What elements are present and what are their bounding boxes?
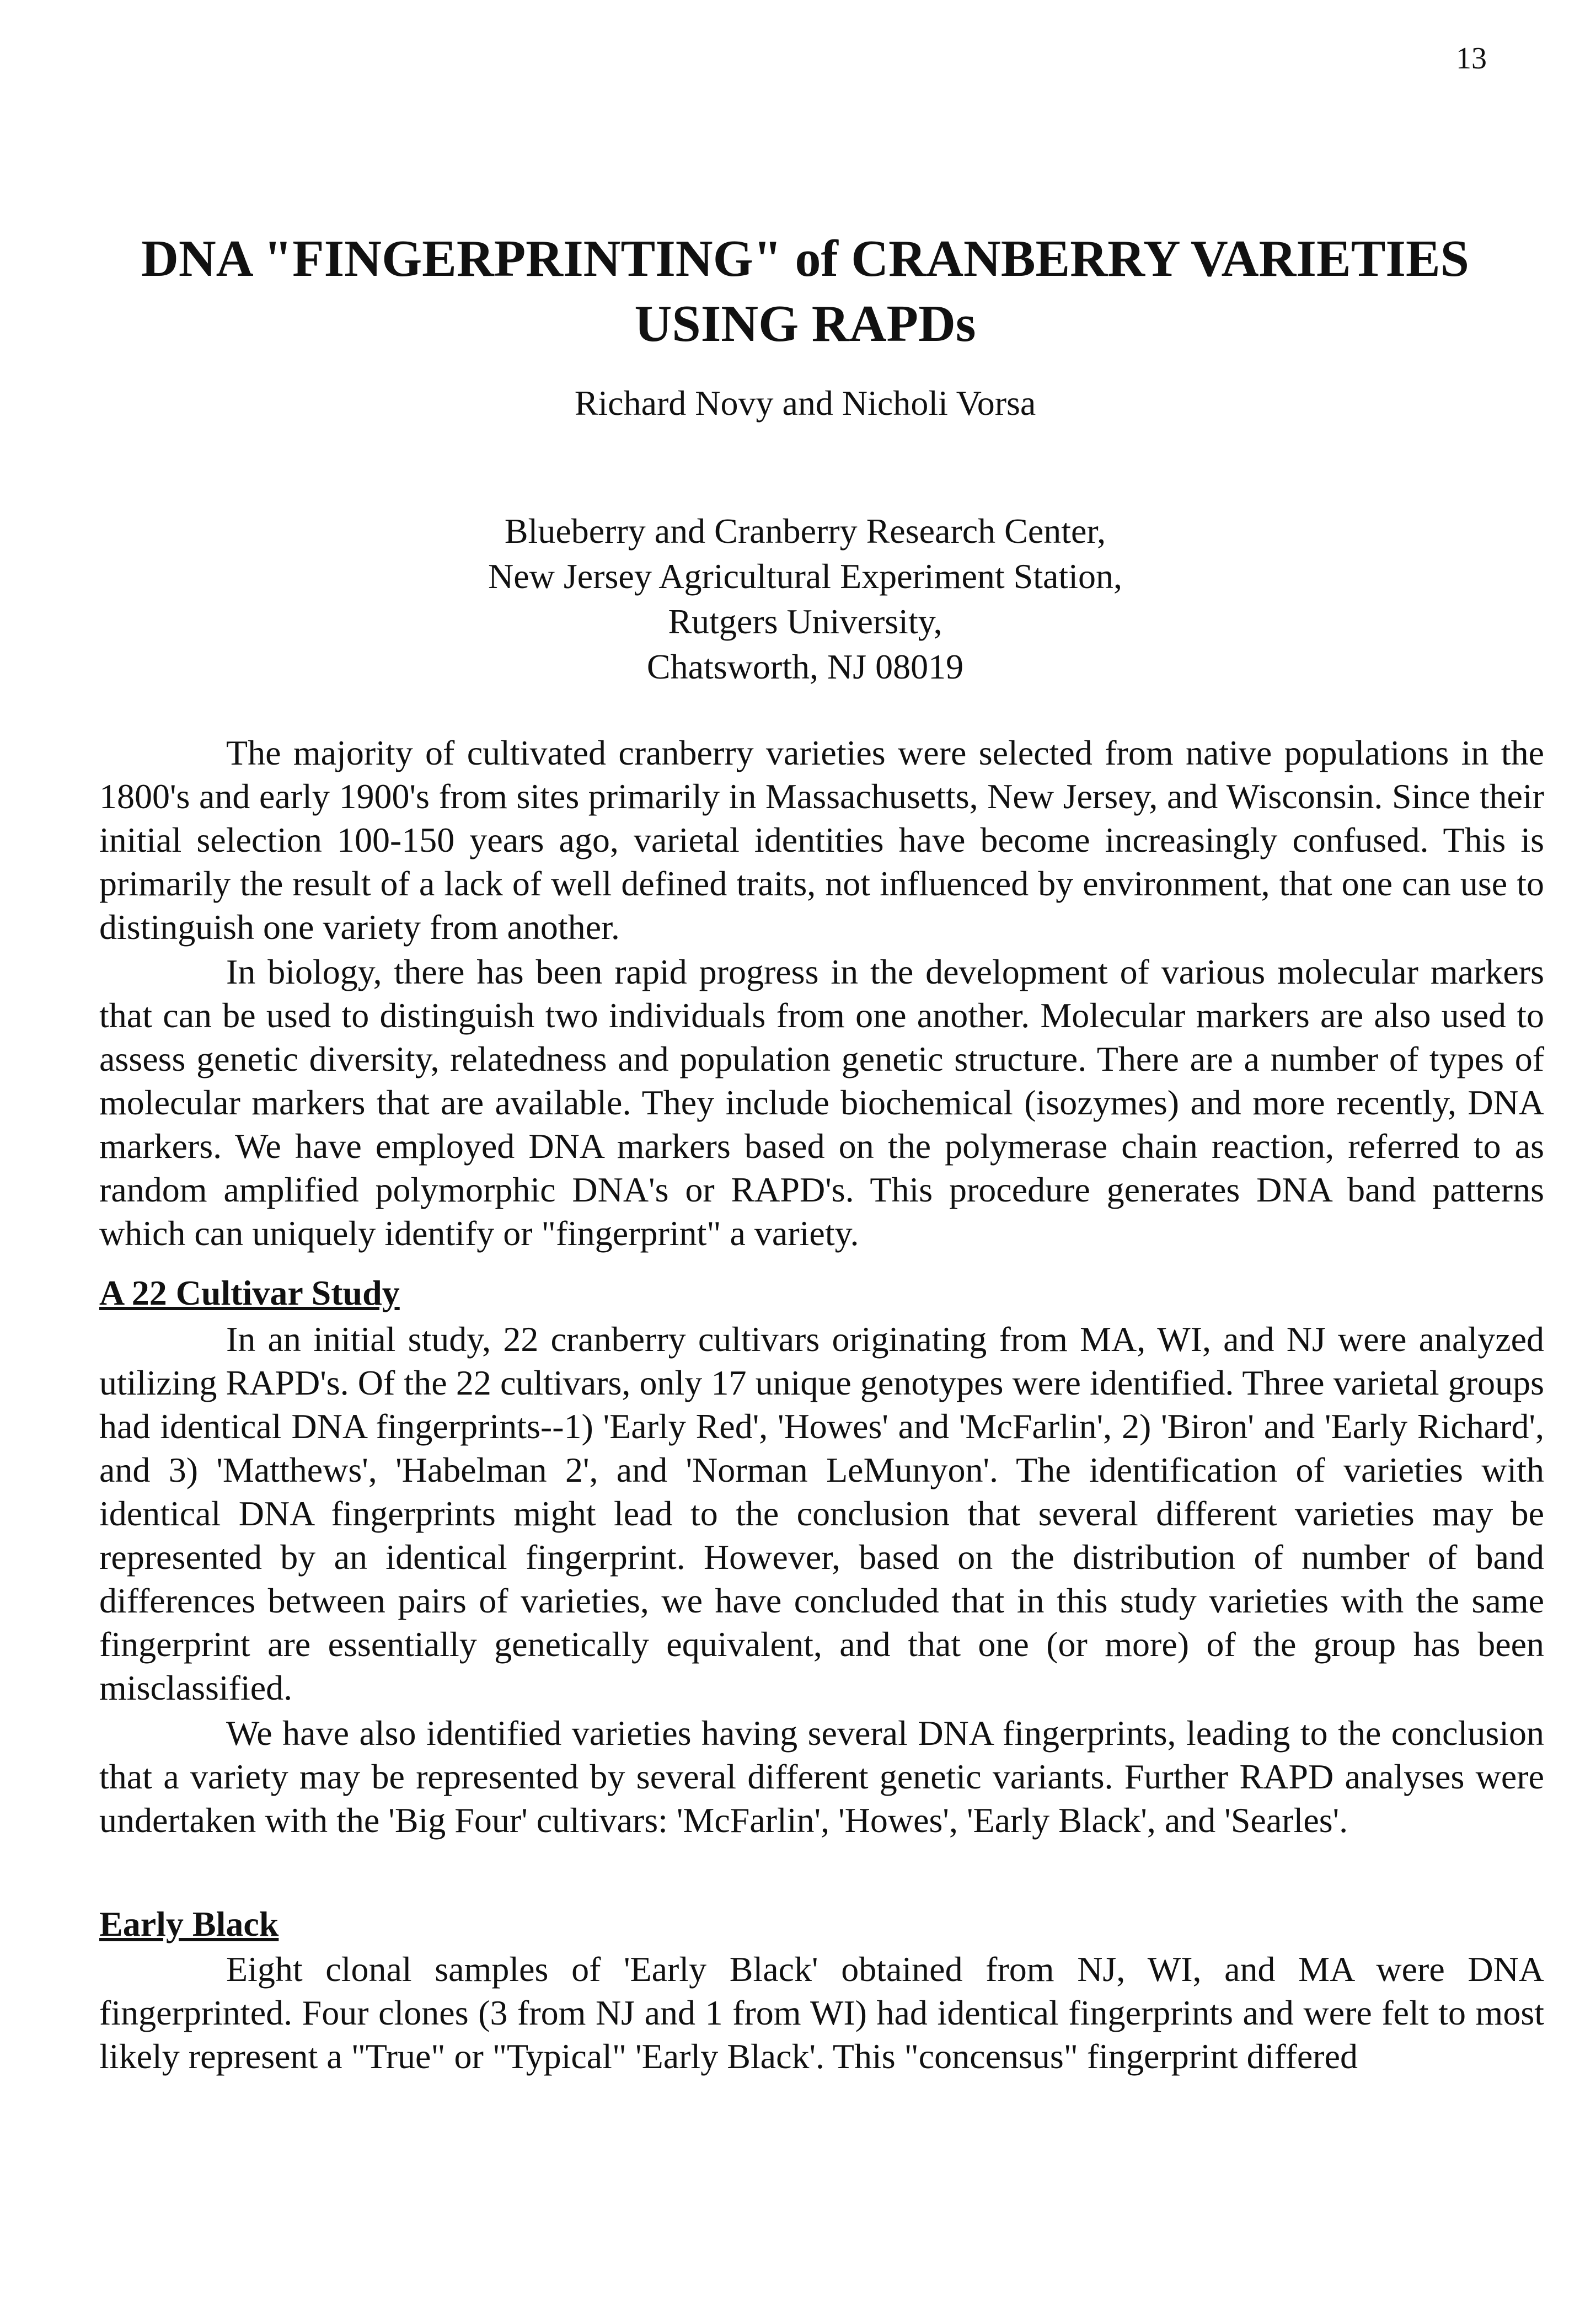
section-heading-early-black: Early Black [99, 1904, 279, 1943]
affiliation-line-1: Blueberry and Cranberry Research Center, [504, 511, 1106, 551]
page-number: 13 [1456, 41, 1487, 76]
affiliation-line-4: Chatsworth, NJ 08019 [646, 647, 964, 686]
intro-paragraph-2: In biology, there has been rapid progress in the development of various molecular markers that can be used to distinguish two individuals from one another. Molecular markers are also used to assess genetic diversity, relatedness and population genetic structure. There are a number of types of molecular markers that are available. They include biochemical (isozymes) and more recently, DNA markers. We have employed DNA markers based on the polymerase chain reaction, referred to as random amplified polymorphic DNA's or RAPD's. This procedure generates DNA band patterns which can uniquely identify or "fingerprint" a variety. [99, 952, 1544, 1253]
study-paragraph-1: In an initial study, 22 cranberry cultivars originating from MA, WI, and NJ were analyzed utilizing RAPD's. Of the 22 cultivars, only 17 unique genotypes were identified. Three varietal groups had identical DNA fingerprints--1) 'Early Red', 'Howes' and 'McFarlin', 2) 'Biron' and 'Early Richard', and 3) 'Matthews', 'Habelman 2', and 'Norman LeMunyon'. The identification of varieties with identical DNA fingerprints might lead to the conclusion that several different varieties may be represented by an identical fingerprint. However, based on the distribution of number of band differences between pairs of varieties, we have concluded that in this study varieties with the same fingerprint are essentially genetically equivalent, and that one (or more) of the group has been misclassified. [99, 1320, 1544, 1707]
intro-paragraph-1: The majority of cultivated cranberry varieties were selected from native populations in the 1800's and early 1900's from sites primarily in Massachusetts, New Jersey, and Wisconsin. Since their initial selection 100-150 years ago, varietal identities have become increasingly confused. This is primarily the result of a lack of well defined traits, not influenced by environment, that one can use to distinguish one variety from another. [99, 733, 1544, 947]
section-heading-study: A 22 Cultivar Study [99, 1273, 400, 1312]
affiliation-line-2: New Jersey Agricultural Experiment Station, [488, 557, 1122, 596]
affiliation-line-3: Rutgers University, [668, 602, 942, 641]
document-title [132, 226, 1478, 356]
study-paragraph-2: We have also identified varieties having several DNA fingerprints, leading to the conclusion that a variety may be represented by several different genetic variants. Further RAPD analyses were undertaken with the 'Big Four' cultivars: 'McFarlin', 'Howes', 'Early Black', and 'Searles'. [99, 1713, 1544, 1840]
early-black-paragraph: Eight clonal samples of 'Early Black' obtained from NJ, WI, and MA were DNA fingerprinted. Four clones (3 from NJ and 1 from WI) had identical fingerprints and were felt to most likely represent a "True" or "Typical" 'Early Black'. This "concensus" fingerprint differed [99, 1950, 1544, 2076]
title-line-1: DNA "FINGERPRINTING" of CRANBERRY VARIETIES [141, 230, 1469, 287]
authors: Richard Novy and Nicholi Vorsa [574, 383, 1036, 423]
title-line-2: USING RAPDs [634, 295, 976, 353]
affiliation [132, 509, 1478, 690]
